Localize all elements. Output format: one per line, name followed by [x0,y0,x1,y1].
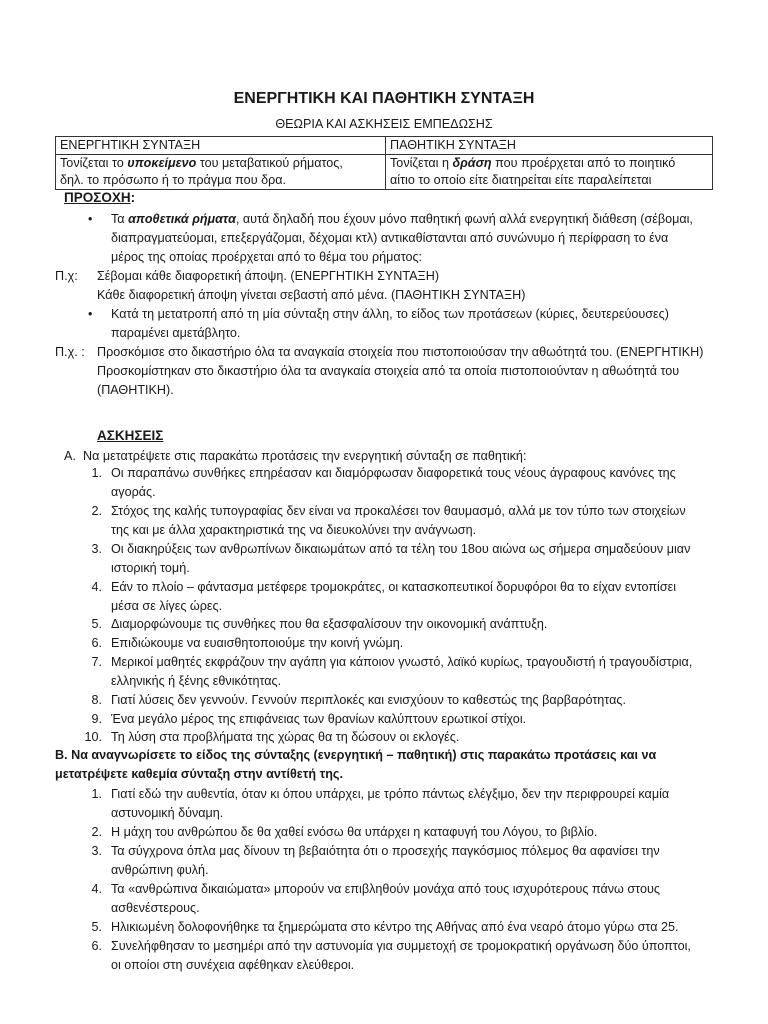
list-item: Εάν το πλοίο – φάντασμα μετέφερε τρομοκράτες, οι κατασκοπευτικοί δορυφόροι θα το είχαν εντοπίσει [111,580,677,594]
list-item: Ηλικιωμένη δολοφονήθηκε τα ξημερώματα στο κέντρο της Αθήνας από ένα νεαρό άτομο γύρω στα 25. [111,920,679,934]
text-emphasis: αποθετικά ρήματα [128,212,236,226]
note-bullet1-line [111,210,693,229]
list-item: Τη λύση στα προβλήματα της χώρας θα τη δώσουν οι εκλογές. [111,730,460,744]
list-item-continuation: ασθενέστερους. [111,901,200,915]
list-item-number: 9. [91,712,102,726]
example-label: Π.χ. : [55,345,85,359]
list-item: Διαμορφώνουμε τις συνθήκες που θα εξασφαλίσουν την οικονομική ανάπτυξη. [111,617,548,631]
table-header-passive: ΠΑΘΗΤΙΚΗ ΣΥΝΤΑΞΗ [386,137,713,155]
comparison-table [55,136,713,190]
list-item: Συνελήφθησαν το μεσημέρι από την αστυνομία για συμμετοχή σε τρομοκρατική οργάνωση δύο ύποπτοι, [111,939,691,953]
note-bullet2-line: Κατά τη μετατροπή από τη μία σύνταξη στην άλλη, το είδος των προτάσεων (κύριες, δευτερεύουσες) [111,307,669,321]
example-label: Π.χ: [55,269,78,283]
cell-text: που προέρχεται από το ποιητικό [491,156,676,170]
list-item-number: 10. [84,730,102,744]
example-line: Κάθε διαφορετική άποψη γίνεται σεβαστή από μένα. (ΠΑΘΗΤΙΚΗ ΣΥΝΤΑΞΗ) [97,288,526,302]
page-subtitle: ΘΕΩΡΙΑ ΚΑΙ ΑΣΚΗΣΕΙΣ ΕΜΠΕΔΩΣΗΣ [275,117,493,131]
cell-emphasis: υποκείμενο [127,156,197,170]
list-item-continuation: αγοράς. [111,485,156,499]
list-item: Γιατί εδώ την αυθεντία, όταν κι όπου υπάρχει, με τρόπο πάντως ελέγξιμο, δεν την περιφρουρεί καμία [111,787,670,801]
list-item-continuation: αστυνομική δύναμη. [111,806,224,820]
list-item-number: 5. [91,617,102,631]
example-line: Σέβομαι κάθε διαφορετική άποψη. (ΕΝΕΡΓΗΤΙΚΗ ΣΥΝΤΑΞΗ) [97,269,440,283]
note-heading-text: ΠΡΟΣΟΧΗ [64,190,131,205]
exercises-heading: ΑΣΚΗΣΕΙΣ [97,428,164,443]
page-title: ΕΝΕΡΓΗΤΙΚΗ ΚΑΙ ΠΑΘΗΤΙΚΗ ΣΥΝΤΑΞΗ [233,90,535,107]
list-item: Μερικοί μαθητές εκφράζουν την αγάπη για κάποιον γνωστό, λαϊκό κυρίως, τραγουδιστή ή τραγουδίστρια, [111,655,693,669]
section-a-label: Α. [64,449,76,463]
cell-text: Τονίζεται η [390,156,453,170]
list-item-continuation: ανθρώπινη φυλή. [111,863,209,877]
list-item-continuation: της και με άλλα χαρακτηριστικά της να διευκολύνει την ανάγνωση. [111,523,477,537]
list-item-continuation: ιστορική τομή. [111,561,190,575]
note-bullet2-line: παραμένει αμετάβλητο. [111,326,241,340]
cell-text: Τονίζεται το [60,156,128,170]
list-item-number: 7. [91,655,102,669]
cell-emphasis: δράση [452,156,492,170]
note-bullet1-line: διαπραγματεύομαι, επεξεργάζομαι, δέχομαι κτλ) αντικαθίστανται από συνώνυμο ή περίφραση το ένα [111,231,669,245]
table-row [56,155,713,190]
list-item: Η μάχη του ανθρώπου δε θα χαθεί ενόσω θα υπάρχει η καταφυγή του Λόγου, το βιβλίο. [111,825,598,839]
section-a-instruction: Να μετατρέψετε στις παρακάτω προτάσεις την ενεργητική σύνταξη σε παθητική: [83,449,527,463]
list-item-continuation: οι οποίοι στη συνέχεια αφέθηκαν ελεύθεροι. [111,958,355,972]
list-item-number: 8. [91,693,102,707]
table-header-active: ΕΝΕΡΓΗΤΙΚΗ ΣΥΝΤΑΞΗ [56,137,386,155]
table-cell-passive [386,155,713,190]
cell-text: του μεταβατικού ρήματος, [196,156,343,170]
list-item-number: 5. [91,920,102,934]
list-item-number: 2. [91,825,102,839]
list-item-number: 3. [91,844,102,858]
list-item-continuation: ελληνικής ή ξένης εθνικότητας. [111,674,282,688]
cell-text: αίτιο το οποίο είτε διατηρείται είτε παραλείπεται [390,173,652,187]
list-item-number: 1. [91,787,102,801]
example-line: Προσκόμισε στο δικαστήριο όλα τα αναγκαία στοιχεία που πιστοποιούσαν την αθωότητά του. (ΕΝΕΡΓΗΤΙΚΗ) [97,345,704,359]
list-item: Οι διακηρύξεις των ανθρωπίνων δικαιωμάτων από τα τέλη του 18ου αιώνα ως σήμερα σημαδεύουν μιαν [111,542,691,556]
list-item: Γιατί λύσεις δεν γεννούν. Γεννούν περιπλοκές και ενισχύουν το καθεστώς της βαρβαρότητας. [111,693,626,707]
note-heading [64,188,135,207]
example-line: (ΠΑΘΗΤΙΚΗ). [97,383,174,397]
note-heading-suffix: : [130,190,136,205]
list-item-number: 6. [91,939,102,953]
text: Τα [111,212,129,226]
section-b-instruction: μετατρέψετε καθεμία σύνταξη στην αντίθετή της. [55,767,343,781]
list-item-number: 4. [91,882,102,896]
section-b-instruction: Β. Να αναγνωρίσετε το είδος της σύνταξης (ενεργητική – παθητική) στις παρακάτω προτάσεις και να [55,748,657,762]
cell-text: δηλ. το πρόσωπο ή το πράγμα που δρα. [60,173,287,187]
note-bullet1-line: μέρος της οποίας προέρχεται από το θέμα του ρήματος: [111,250,423,264]
table-cell-active [56,155,386,190]
list-item-number: 3. [91,542,102,556]
text: , αυτά δηλαδή που έχουν μόνο παθητική φωνή αλλά ενεργητική διάθεση (σέβομαι, [235,212,693,226]
example-line: Προσκομίστηκαν στο δικαστήριο όλα τα αναγκαία στοιχεία από τα οποία πιστοποιούνταν η αθωότητά του [97,364,680,378]
table-header-row [56,137,713,155]
list-item: Τα «ανθρώπινα δικαιώματα» μπορούν να επιβληθούν μονάχα από τους ισχυρότερους πάνω στους [111,882,660,896]
list-item-continuation: μέσα σε λίγες ώρες. [111,599,223,613]
list-item-number: 1. [91,466,102,480]
list-item: Επιδιώκουμε να ευαισθητοποιούμε την κοινή γνώμη. [111,636,404,650]
bullet-icon: • [88,307,93,321]
list-item-number: 2. [91,504,102,518]
list-item: Στόχος της καλής τυπογραφίας δεν είναι να προκαλέσει τον θαυμασμό, αλλά με τον τύπο των στοιχείων [111,504,686,518]
list-item-number: 4. [91,580,102,594]
bullet-icon: • [88,212,93,226]
list-item: Οι παραπάνω συνθήκες επηρέασαν και διαμόρφωσαν διαφορετικά τους νέους άγραφους κανόνες της [111,466,676,480]
list-item: Τα σύγχρονα όπλα μας δίνουν τη βεβαιότητα ότι ο προσεχής παγκόσμιος πόλεμος θα αφανίσει την [111,844,660,858]
list-item-number: 6. [91,636,102,650]
list-item: Ένα μεγάλο μέρος της επιφάνειας των θρανίων καλύπτουν ερωτικοί στίχοι. [111,712,527,726]
